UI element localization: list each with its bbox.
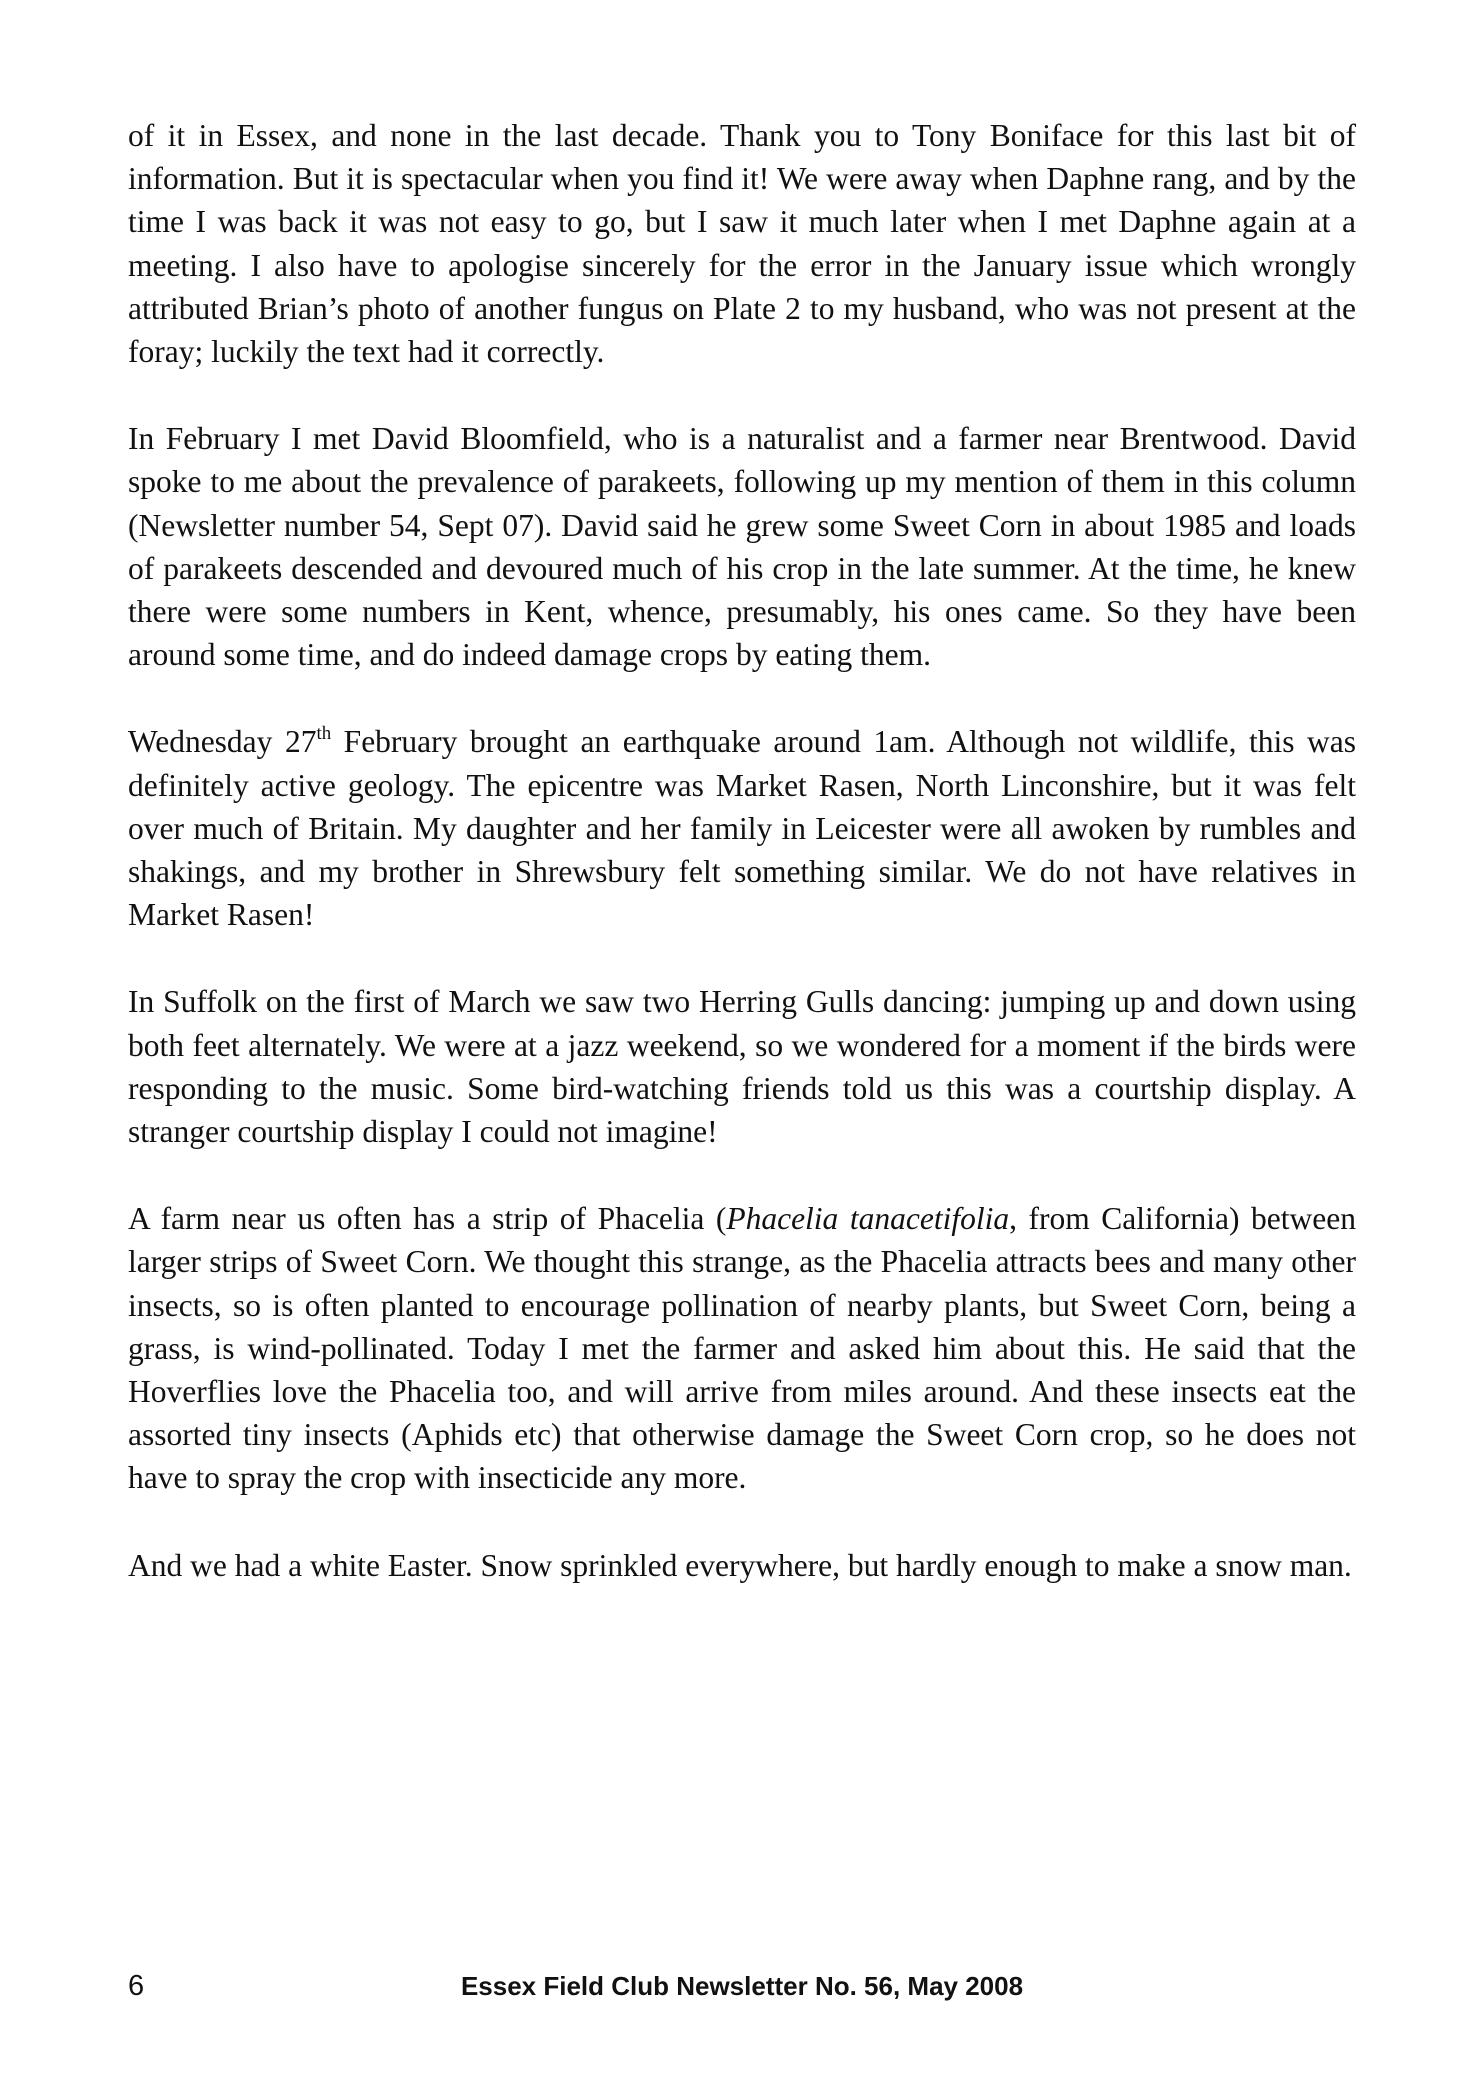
earthquake-text-end: February brought an earthquake around 1am. Although not wildlife, this was definitely active geology. The epicentre was Market Rasen, North Linconshire, but it was felt over much of Britain. My daughter and her family in Leicester were all awoken by rumbles and shakings, and my brother in Shrewsbury felt something similar. We do not have relatives in Market Rasen! xyxy=(128,724,1357,933)
paragraph-white-easter: And we had a white Easter. Snow sprinkled everywhere, but hardly enough to make a snow man. xyxy=(128,1547,1352,1583)
page-footer xyxy=(128,1966,1356,2006)
ordinal-superscript: th xyxy=(316,722,332,744)
paragraph-parakeets: In February I met David Bloomfield, who is a naturalist and a farmer near Brentwood. David spoke to me about the prevalence of parakeets, following up my mention of them in this column (Newsletter number 54, Sept 07). David said he grew some Sweet Corn in about 1985 and loads of parakeets descended and devoured much of his crop in the late summer. At the time, he knew there were some numbers in Kent, whence, presumably, his ones came. So they have been around some time, and do indeed damage crops by eating them. xyxy=(128,421,1356,673)
newsletter-title: Essex Field Club Newsletter No. 56, May 2008 xyxy=(460,1971,1024,2001)
page-number: 6 xyxy=(128,1970,145,2002)
phacelia-text-start: A farm near us often has a strip of Phacelia ( xyxy=(128,1201,727,1237)
species-name-italic: Phacelia tanacetifolia xyxy=(726,1201,1010,1237)
paragraph-fungus: of it in Essex, and none in the last decade. Thank you to Tony Boniface for this last bit of information. But it is spectacular when you find it! We were away when Daphne rang, and by the time I was back it was not easy to go, but I saw it much later when I met Daphne again at a meeting. I also have to apologise sincerely for the error in the January issue which wrongly attributed Brian’s photo of another fungus on Plate 2 to my husband, who was not present at the foray; luckily the text had it correctly. xyxy=(128,118,1356,370)
article-body xyxy=(128,114,1356,1587)
phacelia-text-end: , from California) between larger strips of Sweet Corn. We thought this strange, as the Phacelia attracts bees and many other insects, so is often planted to encourage pollination of nearby plants, but Sweet Corn, being a grass, is wind-pollinated. Today I met the farmer and asked him about this. He said that the Hoverflies love the Phacelia too, and will arrive from miles around. And these insects eat the assorted tiny insects (Aphids etc) that otherwise damage the Sweet Corn crop, so he does not have to spray the crop with insecticide any more. xyxy=(128,1201,1356,1496)
paragraph-herring-gulls: In Suffolk on the first of March we saw two Herring Gulls dancing: jumping up and down using both feet alternately. We were at a jazz weekend, so we wondered for a moment if the birds were responding to the music. Some bird-watching friends told us this was a courtship display. A stranger courtship display I could not imagine! xyxy=(128,984,1356,1150)
earthquake-text-start: Wednesday 27 xyxy=(128,724,317,760)
paragraph-earthquake xyxy=(128,720,1356,936)
paragraph-phacelia xyxy=(128,1197,1356,1499)
